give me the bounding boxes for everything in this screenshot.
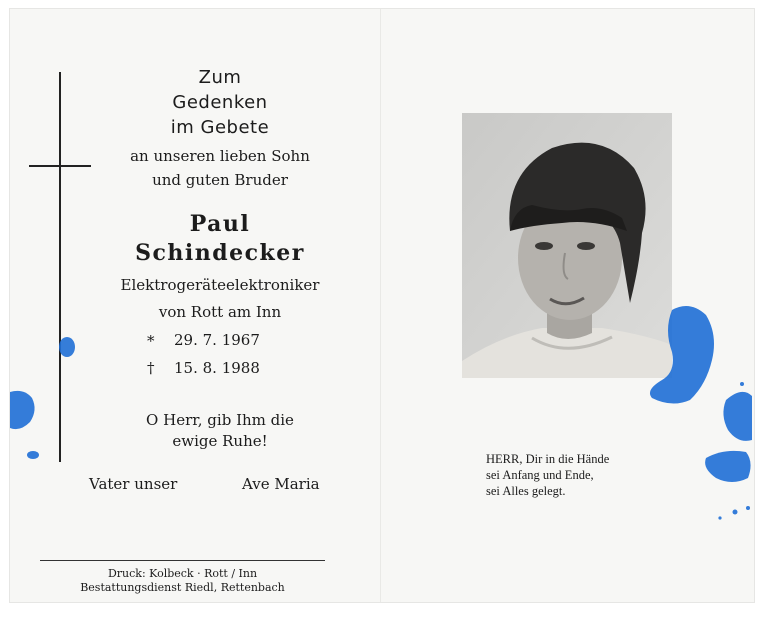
- imprint-printer: Druck: Kolbeck · Rott / Inn: [107, 567, 258, 580]
- birth-star-icon: *: [147, 332, 155, 350]
- death-date: 15. 8. 1988: [174, 359, 260, 377]
- heading-line-4: an unseren lieben Sohn: [130, 147, 310, 165]
- imprint-funeral-service: Bestattungsdienst Riedl, Rettenbach: [80, 581, 285, 594]
- heading-line-5: und guten Bruder: [152, 171, 288, 189]
- profession: Elektrogeräteelektroniker: [120, 276, 320, 294]
- portrait-photo: [462, 113, 672, 378]
- birth-date: 29. 7. 1967: [174, 331, 260, 349]
- cross-horizontal-bar: [29, 165, 91, 167]
- heading-line-3: im Gebete: [170, 117, 270, 138]
- last-name: Schindecker: [135, 240, 305, 266]
- hometown: von Rott am Inn: [158, 303, 282, 321]
- prayer-vater-unser: Vater unser: [89, 475, 178, 493]
- prayer-ave-maria: Ave Maria: [242, 475, 320, 493]
- prayer-text-line-2: ewige Ruhe!: [172, 432, 268, 450]
- prayer-text-line-1: O Herr, gib Ihm die: [146, 411, 294, 429]
- verse-line-1: HERR, Dir in die Hände: [486, 452, 610, 466]
- imprint-divider: [40, 560, 325, 561]
- first-name: Paul: [189, 211, 251, 237]
- heading-line-2: Gedenken: [172, 92, 268, 113]
- verse-line-3: sei Alles gelegt.: [486, 484, 566, 498]
- heading-line-1: Zum: [198, 67, 242, 88]
- death-cross-icon: †: [147, 359, 155, 377]
- verse-line-2: sei Anfang und Ende,: [486, 468, 594, 482]
- card-fold: [380, 9, 381, 602]
